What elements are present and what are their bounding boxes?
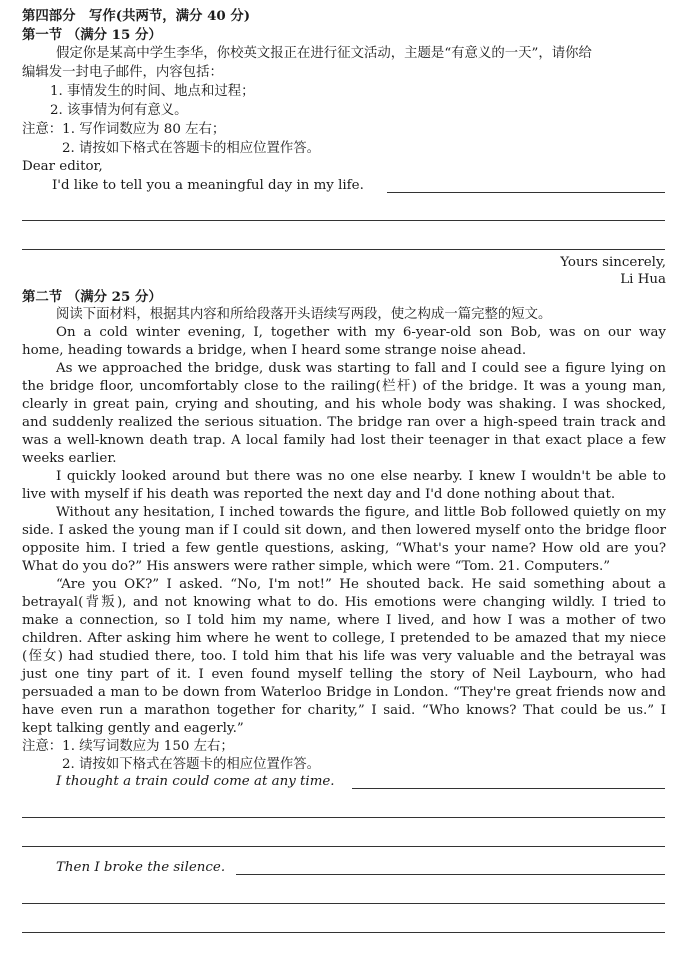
writing-line xyxy=(352,788,665,789)
passage-line: the bridge floor, uncomfortably close to the railing(栏杆) of the bridge. It was a young man, xyxy=(22,379,666,394)
passage-line: was a well-known death trap. A local family had lost their teenager in that exact place a few xyxy=(22,433,666,448)
writing-line xyxy=(22,817,665,818)
writing-line xyxy=(236,874,665,875)
email-signature: Li Hua xyxy=(620,272,666,287)
email-opening: I'd like to tell you a meaningful day in my life. xyxy=(52,178,364,193)
passage-line: persuaded a man to be down from Waterloo Bridge in London. “They're great friends now and xyxy=(22,685,666,700)
writing-line xyxy=(22,932,665,933)
writing-line xyxy=(387,192,665,193)
writing-line xyxy=(22,220,665,221)
email-closing: Yours sincerely, xyxy=(560,255,666,270)
section1-prompt-line1: 假定你是某高中学生李华，你校英文报正在进行征文活动，主题是“有意义的一天”，请你给 xyxy=(56,46,592,61)
writing-line xyxy=(22,249,665,250)
passage-line: make a connection, so I told him my name, where I lived, and how I was a mother of two xyxy=(22,613,666,628)
passage-line: betrayal(背叛), and not knowing what to do. His emotions were changing wildly. I tried to xyxy=(22,595,666,610)
passage-line: I quickly looked around but there was no one else nearby. I knew I wouldn't be able to xyxy=(56,469,666,484)
passage-line: As we approached the bridge, dusk was starting to fall and I could see a figure lying on xyxy=(56,361,666,376)
paragraph1-starter: I thought a train could come at any time. xyxy=(56,774,335,789)
email-salutation: Dear editor, xyxy=(22,159,103,174)
section1-prompt-line2: 编辑发一封电子邮件，内容包括： xyxy=(22,65,223,80)
passage-line: clearly in great pain, crying and shouting, and his whole body was shaking. I was shocked, xyxy=(22,397,666,412)
section1-note1: 注意：1. 写作词数应为 80 左右； xyxy=(22,122,226,137)
passage-line: home, heading towards a bridge, when I heard some strange noise ahead. xyxy=(22,343,527,358)
section1-item1: 1. 事情发生的时间、地点和过程； xyxy=(50,84,255,99)
passage-line: On a cold winter evening, I, together with my 6-year-old son Bob, was on our way xyxy=(56,325,666,340)
passage-line: (侄女) had studied there, too. I told him that his life was very valuable and the betrayal was xyxy=(22,649,666,664)
writing-line xyxy=(22,846,665,847)
passage-line: live with myself if his death was reported the next day and I'd done nothing about that. xyxy=(22,487,616,502)
passage-line: and suddenly realized the serious situation. The bridge ran over a high-speed train track and xyxy=(22,415,666,430)
passage-line: weeks earlier. xyxy=(22,451,117,466)
passage-line: “Are you OK?” I asked. “No, I'm not!” He shouted back. He said something about a xyxy=(56,577,666,592)
section2-title: 第二节 （满分 25 分） xyxy=(22,289,162,305)
passage-line: have even run a marathon together for charity,” I said. “Who knows? That could be us.” I xyxy=(22,703,666,718)
section2-note2: 2. 请按如下格式在答题卡的相应位置作答。 xyxy=(62,757,321,772)
passage-line: kept talking gently and eagerly.” xyxy=(22,721,244,736)
section2-note1: 注意：1. 续写词数应为 150 左右； xyxy=(22,739,234,754)
passage-line: just one tiny part of it. I even found myself telling the story of Neil Laybourn, who had xyxy=(22,667,666,682)
section1-title: 第一节 （满分 15 分） xyxy=(22,27,162,43)
passage-line: side. I asked the young man if I could sit down, and then lowered myself onto the bridge floor xyxy=(22,523,666,538)
passage-line: opposite him. I tried a few gentle questions, asking, “What's your name? How old are you? xyxy=(22,541,666,556)
writing-line xyxy=(22,903,665,904)
section2-instruction: 阅读下面材料，根据其内容和所给段落开头语续写两段，使之构成一篇完整的短文。 xyxy=(56,307,552,322)
section1-item2: 2. 该事情为何有意义。 xyxy=(50,103,188,118)
passage-line: What do you do?” His answers were rather simple, which were “Tom. 21. Computers.” xyxy=(22,559,611,574)
section1-note2: 2. 请按如下格式在答题卡的相应位置作答。 xyxy=(62,141,321,156)
paragraph2-starter: Then I broke the silence. xyxy=(56,860,226,875)
passage-line: Without any hesitation, I inched towards the figure, and little Bob followed quietly on my xyxy=(56,505,666,520)
part-heading: 第四部分 写作(共两节，满分 40 分) xyxy=(22,8,251,24)
passage-line: children. After asking him where he went to college, I pretended to be amazed that my niece xyxy=(22,631,666,646)
